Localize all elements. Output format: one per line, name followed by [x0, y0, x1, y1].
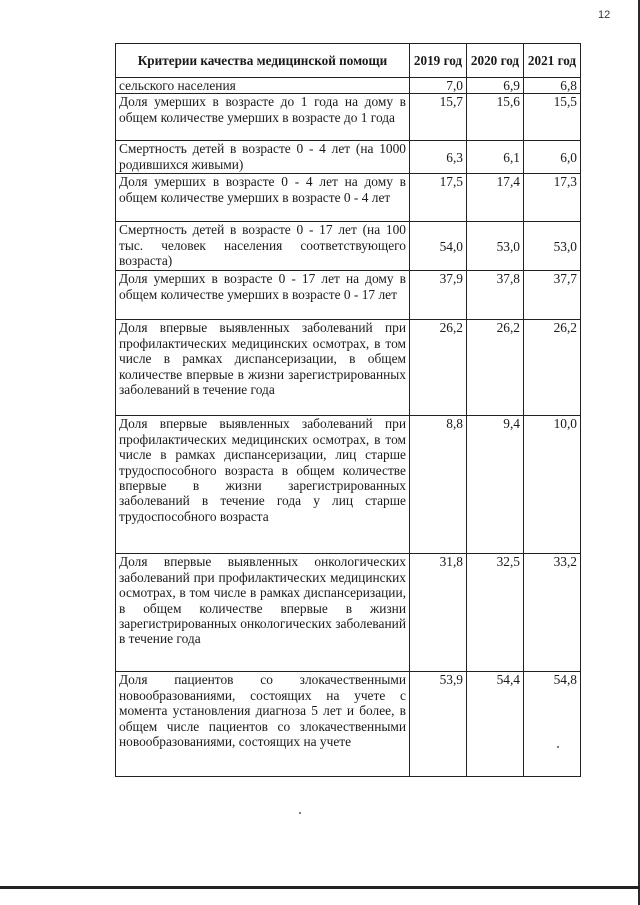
criterion-name: Доля впервые выявленных заболеваний при профилактических медицинских осмотрах, в том числе в рамках диспансеризации, в общем количестве впервые в жизни зарегистрированных заболеваний в течение года [116, 320, 410, 416]
value-2020: 32,5 [467, 554, 524, 672]
table-row [116, 94, 581, 141]
value-2021: 10,0 [524, 416, 581, 554]
table-row [116, 174, 581, 222]
value-2019: 17,5 [410, 174, 467, 222]
value-2020: 37,8 [467, 271, 524, 320]
criterion-name: Доля умерших в возрасте 0 - 17 лет на дому в общем количестве умерших в возрасте 0 - 17 лет [116, 271, 410, 320]
criterion-name: Смертность детей в возрасте 0 - 17 лет (на 100 тыс. человек населения соответствующего возраста) [116, 222, 410, 271]
value-2020: 26,2 [467, 320, 524, 416]
page-number: 12 [598, 9, 611, 21]
value-2019: 15,7 [410, 94, 467, 141]
table-row [116, 271, 581, 320]
criterion-name: сельского населения [116, 78, 410, 94]
table-row [116, 416, 581, 554]
value-2021: 15,5 [524, 94, 581, 141]
year-2021-header: 2021 год [524, 44, 581, 78]
criterion-name: Смертность детей в возрасте 0 - 4 лет (на 1000 родившихся живыми) [116, 141, 410, 174]
value-2019: 6,3 [410, 141, 467, 174]
value-2019: 26,2 [410, 320, 467, 416]
value-2021: 54,8 [524, 672, 581, 777]
table-row [116, 672, 581, 777]
value-2021: 17,3 [524, 174, 581, 222]
table-row [116, 78, 581, 94]
value-2019: 54,0 [410, 222, 467, 271]
table-row [116, 222, 581, 271]
value-2020: 15,6 [467, 94, 524, 141]
criterion-name: Доля умерших в возрасте до 1 года на дому в общем количестве умерших в возрасте до 1 года [116, 94, 410, 141]
value-2019: 37,9 [410, 271, 467, 320]
value-2021: 26,2 [524, 320, 581, 416]
table-row [116, 320, 581, 416]
criterion-name: Доля впервые выявленных заболеваний при профилактических медицинских осмотрах, в том числе в рамках диспансеризации, лиц старше трудоспособного возраста в общем количестве впервые в жизни зарегистрированных заболеваний в течение года у лиц старше трудоспособного возраста [116, 416, 410, 554]
criterion-name: Доля впервые выявленных онкологических заболеваний при профилактических медицинских осмотрах, в том числе в рамках диспансеризации, в общем количестве впервые в жизни зарегистрированных онкологических заболеваний в течение года [116, 554, 410, 672]
value-2021: 37,7 [524, 271, 581, 320]
value-2019: 53,9 [410, 672, 467, 777]
value-2021: 33,2 [524, 554, 581, 672]
scan-speck [557, 746, 559, 748]
scan-speck [299, 812, 301, 814]
value-2021: 6,8 [524, 78, 581, 94]
value-2020: 53,0 [467, 222, 524, 271]
value-2021: 53,0 [524, 222, 581, 271]
table-header-row [116, 44, 581, 78]
scan-edge-bottom [0, 886, 640, 889]
value-2020: 6,9 [467, 78, 524, 94]
criterion-name: Доля пациентов со злокачественными новообразованиями, состоящих на учете с момента установления диагноза 5 лет и более, в общем числе пациентов со злокачественными новообразованиями, состоящих на учете [116, 672, 410, 777]
value-2019: 7,0 [410, 78, 467, 94]
table-row [116, 554, 581, 672]
table-row [116, 141, 581, 174]
value-2020: 54,4 [467, 672, 524, 777]
value-2020: 17,4 [467, 174, 524, 222]
quality-criteria-table [115, 43, 581, 777]
value-2019: 8,8 [410, 416, 467, 554]
value-2020: 6,1 [467, 141, 524, 174]
value-2020: 9,4 [467, 416, 524, 554]
value-2019: 31,8 [410, 554, 467, 672]
year-2020-header: 2020 год [467, 44, 524, 78]
value-2021: 6,0 [524, 141, 581, 174]
year-2019-header: 2019 год [410, 44, 467, 78]
criteria-column-header: Критерии качества медицинской помощи [116, 44, 410, 78]
criterion-name: Доля умерших в возрасте 0 - 4 лет на дому в общем количестве умерших в возрасте 0 - 4 лет [116, 174, 410, 222]
